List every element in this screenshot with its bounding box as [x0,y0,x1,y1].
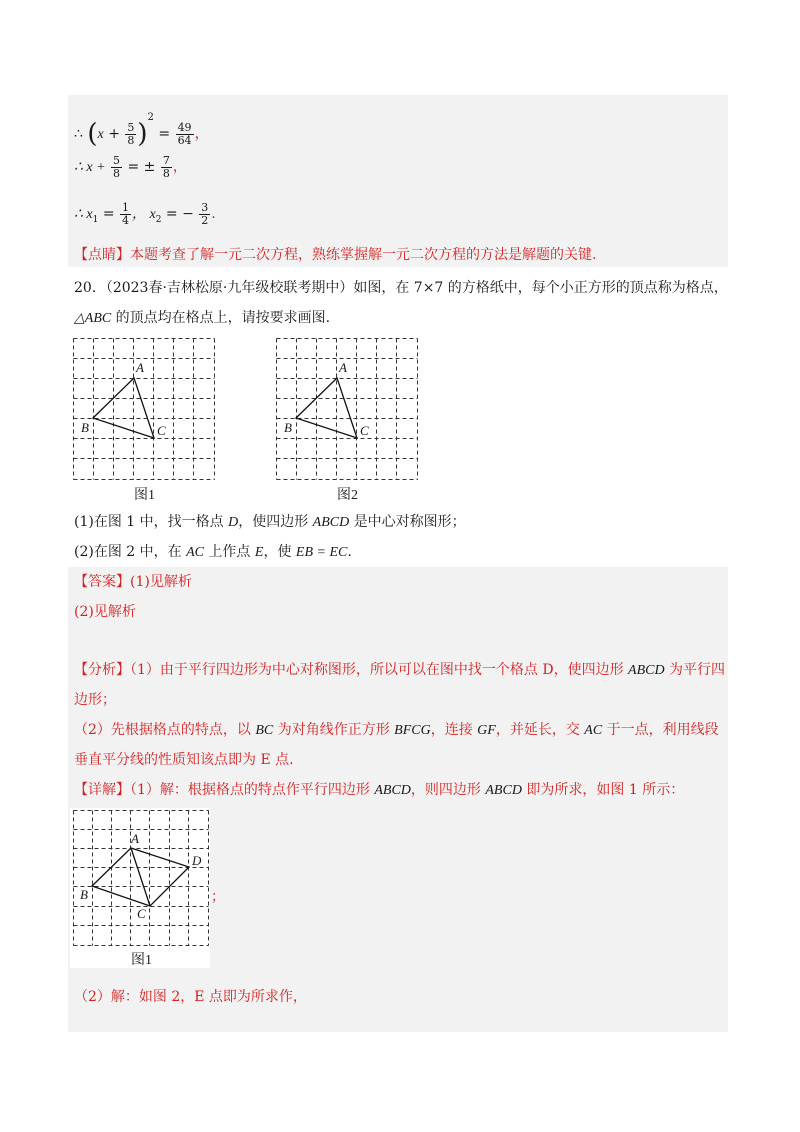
detail-figure-1 [73,810,209,946]
analysis-line-4: 垂直平分线的性质知该点即为 E 点. [74,752,294,768]
analysis-line-2: 边形； [74,692,116,708]
question-figure-1 [73,338,215,480]
detail-line-2: （2）解：如图 2，E 点即为所求作， [74,989,307,1005]
label-d: D [192,853,202,868]
comment-line: 【点睛】本题考查了解一元二次方程，熟练掌握解一元二次方程的方法是解题的关键. [74,247,597,263]
label-a: A [131,831,139,846]
label-a: A [339,360,347,375]
question-figure-2 [276,338,418,480]
diagonal-ac [131,848,150,906]
label-b: B [81,420,89,435]
answer-line-1: 【答案】(1)见解析 [74,574,192,590]
equation-1: ∴ (x + $\frac{5}{8}$ )$^2$ = $\frac{49}{64}$ ， [74,112,209,149]
answer-line-2: (2)见解析 [74,604,136,620]
label-c: C [360,423,369,438]
question-line-2: △ABC 的顶点均在格点上，请按要求画图. [74,310,331,326]
analysis-line-1: 【分析】（1）由于平行四边形为中心对称图形，所以可以在图中找一个格点 D，使四边形 ABCD 为平行四 [74,662,726,678]
equation-3: ∴ $x_1$ = $\frac{1}{4}$ ， $x_2$ = − $\frac{3}{2}$ . [74,200,216,227]
analysis-line-3: （2）先根据格点的特点，以 BC 为对角线作正方形 BFCG，连接 GF，并延长，交 AC 于一点，利用线段 [74,722,719,738]
label-a: A [136,360,144,375]
detail-line-1: 【详解】（1）解：根据格点的特点作平行四边形 ABCD，则四边形 ABCD 即为所求，如图 1 所示： [74,782,685,798]
label-c: C [137,906,146,921]
subquestion-1: (1)在图 1 中，找一格点 D，使四边形 ABCD 是中心对称图形； [74,514,466,530]
triangle-abc [93,378,154,438]
subquestion-2: (2)在图 2 中，在 AC 上作点 E，使 EB = EC. [74,544,352,560]
detail-semicolon: ； [211,890,225,905]
fig1-caption: 图1 [134,488,155,503]
label-b: B [80,887,88,902]
detail-fig1-caption: 图1 [131,953,152,968]
equation-2: ∴ x + $\frac{5}{8}$ = ± $\frac{7}{8}$ ， [74,153,187,180]
fig2-caption: 图2 [337,488,358,503]
question-line-1: 20．（2023春·吉林松原·九年级校联考期中）如图，在 7×7 的方格纸中，每个小正方形的顶点称为格点， [74,280,728,296]
triangle-abc [296,378,357,438]
label-c: C [157,423,166,438]
label-b: B [284,420,292,435]
